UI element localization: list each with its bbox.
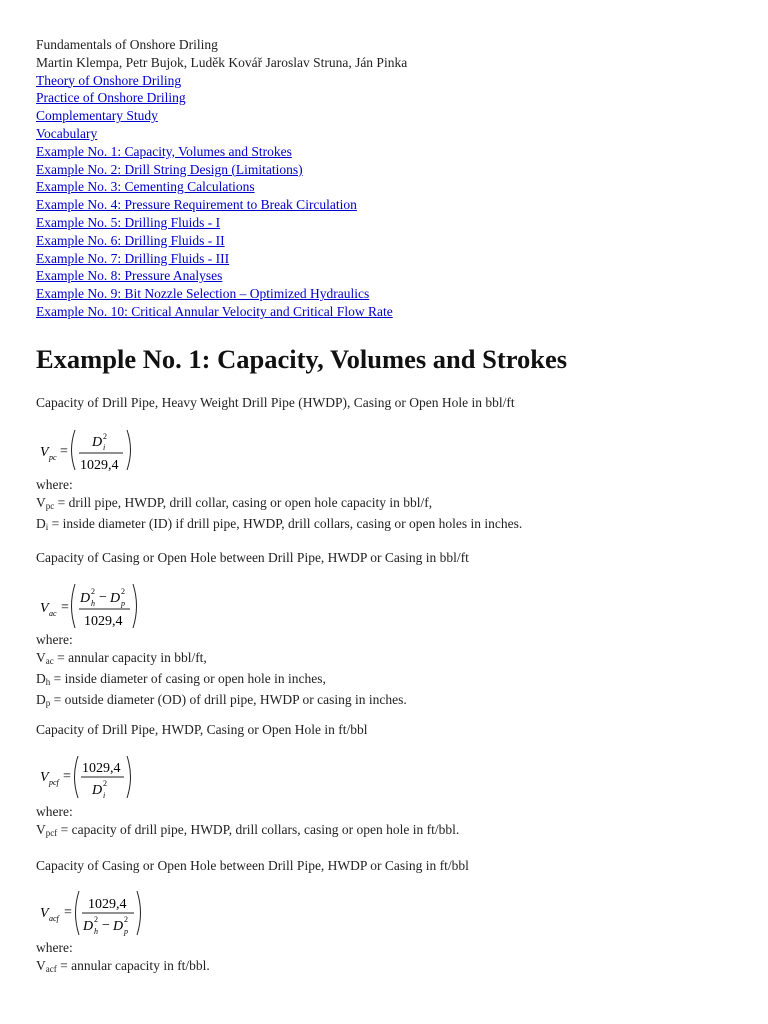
svg-text:−: − [102, 918, 110, 933]
toc-link-example-1[interactable]: Example No. 1: Capacity, Volumes and Strokes [36, 143, 292, 159]
svg-text:D: D [92, 783, 103, 798]
svg-text:2: 2 [103, 779, 107, 788]
svg-text:1029,4: 1029,4 [88, 897, 127, 912]
toc-link-vocabulary[interactable]: Vocabulary [36, 125, 98, 141]
svg-text:=: = [63, 769, 71, 784]
section-1-where: where: $V_{pc}$ = drill pipe, HWDP, drill collar, casing or open hole capacity in bbl/f, $D_i$ = inside diameter (ID) if drill pipe, HWDP, drill collars, casing or open holes in inches. [36, 476, 522, 536]
svg-text:2: 2 [124, 915, 128, 924]
formula-1-lhs: V [40, 445, 49, 460]
svg-text:pcf: pcf [49, 778, 59, 787]
svg-text:=: = [61, 600, 69, 615]
svg-text:h: h [91, 599, 95, 608]
formula-1-den: 1029,4 [80, 458, 119, 473]
svg-text:D: D [113, 919, 124, 934]
section-2-intro: Capacity of Casing or Open Hole between Drill Pipe, HWDP or Casing in bbl/ft [36, 550, 469, 565]
toc-link-complementary[interactable]: Complementary Study [36, 108, 158, 124]
def-row: $V_{ac}$ = annular capacity in bbl/ft, [36, 650, 207, 666]
table-of-contents [36, 72, 736, 321]
svg-text:h: h [94, 927, 98, 936]
formula-1-num-sub: i [103, 443, 106, 452]
svg-text:D: D [80, 591, 91, 606]
section-3-intro: Capacity of Drill Pipe, HWDP, Casing or Open Hole in ft/bbl [36, 722, 368, 737]
toc-link-practice[interactable]: Practice of Onshore Driling [36, 90, 186, 106]
svg-text:−: − [99, 590, 107, 605]
svg-text:i: i [103, 791, 106, 800]
def-row: $V_{pcf}$ = capacity of drill pipe, HWDP, drill collars, casing or open hole in ft/bbl. [36, 822, 460, 838]
toc-link-example-10[interactable]: Example No. 10: Critical Annular Velocity and Critical Flow Rate [36, 303, 393, 319]
toc-link-example-5[interactable]: Example No. 5: Drilling Fluids - I [36, 214, 221, 230]
def-row: $D_h$ = inside diameter of casing or open hole in inches, [36, 671, 326, 687]
section-3-where: where: $V_{pcf}$ = capacity of drill pipe, HWDP, drill collars, casing or open hole in ft/bbl. [36, 803, 459, 842]
formula-1-lhs-sub: pc [49, 453, 57, 462]
svg-text:V: V [40, 601, 49, 616]
right-paren [127, 430, 131, 470]
def-row: $D_i$ = inside diameter (ID) if drill pipe, HWDP, drill collars, casing or open holes in inches. [36, 516, 523, 532]
svg-text:2: 2 [121, 587, 125, 596]
document-page [36, 36, 736, 321]
svg-text:=: = [64, 905, 72, 920]
section-4-where: where: $V_{acf}$ = annular capacity in ft/bbl. [36, 939, 210, 978]
book-title: Fundamentals of Onshore Driling [36, 37, 218, 52]
formula-1 [36, 424, 146, 478]
toc-link-example-9[interactable]: Example No. 9: Bit Nozzle Selection – Optimized Hydraulics [36, 286, 370, 302]
formula-4 [36, 887, 156, 941]
def-row: $D_p$ = outside diameter (OD) of drill pipe, HWDP or casing in inches. [36, 692, 407, 708]
authors: Martin Klempa, Petr Bujok, Luděk Kovář Jaroslav Struna, Ján Pinka [36, 54, 408, 70]
svg-text:2: 2 [91, 587, 95, 596]
svg-text:1029,4: 1029,4 [82, 761, 121, 776]
svg-text:D: D [110, 591, 121, 606]
toc-link-example-7[interactable]: Example No. 7: Drilling Fluids - III [36, 250, 230, 266]
svg-text:ac: ac [49, 609, 57, 618]
svg-text:D: D [83, 919, 94, 934]
toc-link-theory[interactable]: Theory of Onshore Driling [36, 72, 182, 88]
section-2-where: where: $V_{ac}$ = annular capacity in bbl/ft, $D_h$ = inside diameter of casing or open hole in inches, $D_p$ = outside diameter (OD) of drill pipe, HWDP or casing in inches. [36, 631, 407, 712]
formula-3 [36, 752, 146, 806]
svg-text:acf: acf [49, 914, 59, 923]
def-row: $V_{pc}$ = drill pipe, HWDP, drill collar, casing or open hole capacity in bbl/f, [36, 495, 433, 511]
toc-link-example-3[interactable]: Example No. 3: Cementing Calculations [36, 179, 255, 195]
formula-2 [36, 578, 156, 634]
svg-text:V: V [40, 906, 49, 921]
def-row: $V_{acf}$ = annular capacity in ft/bbl. [36, 958, 210, 974]
toc-link-example-8[interactable]: Example No. 8: Pressure Analyses [36, 268, 223, 284]
page-heading: Example No. 1: Capacity, Volumes and Strokes [36, 344, 568, 374]
svg-text:2: 2 [94, 915, 98, 924]
section-4-intro: Capacity of Casing or Open Hole between Drill Pipe, HWDP or Casing in ft/bbl [36, 858, 469, 873]
svg-text:p: p [124, 927, 128, 936]
formula-1-num: D [92, 435, 103, 450]
toc-link-example-2[interactable]: Example No. 2: Drill String Design (Limitations) [36, 161, 303, 177]
formula-1-num-sup: 2 [103, 432, 107, 441]
section-1-intro: Capacity of Drill Pipe, Heavy Weight Drill Pipe (HWDP), Casing or Open Hole in bbl/ft [36, 395, 515, 410]
svg-text:1029,4: 1029,4 [84, 614, 123, 629]
toc-link-example-6[interactable]: Example No. 6: Drilling Fluids - II [36, 232, 225, 248]
svg-text:p: p [121, 599, 125, 608]
toc-link-example-4[interactable]: Example No. 4: Pressure Requirement to Break Circulation [36, 197, 357, 213]
left-paren [72, 430, 76, 470]
svg-text:V: V [40, 770, 49, 785]
svg-text:=: = [60, 444, 68, 459]
